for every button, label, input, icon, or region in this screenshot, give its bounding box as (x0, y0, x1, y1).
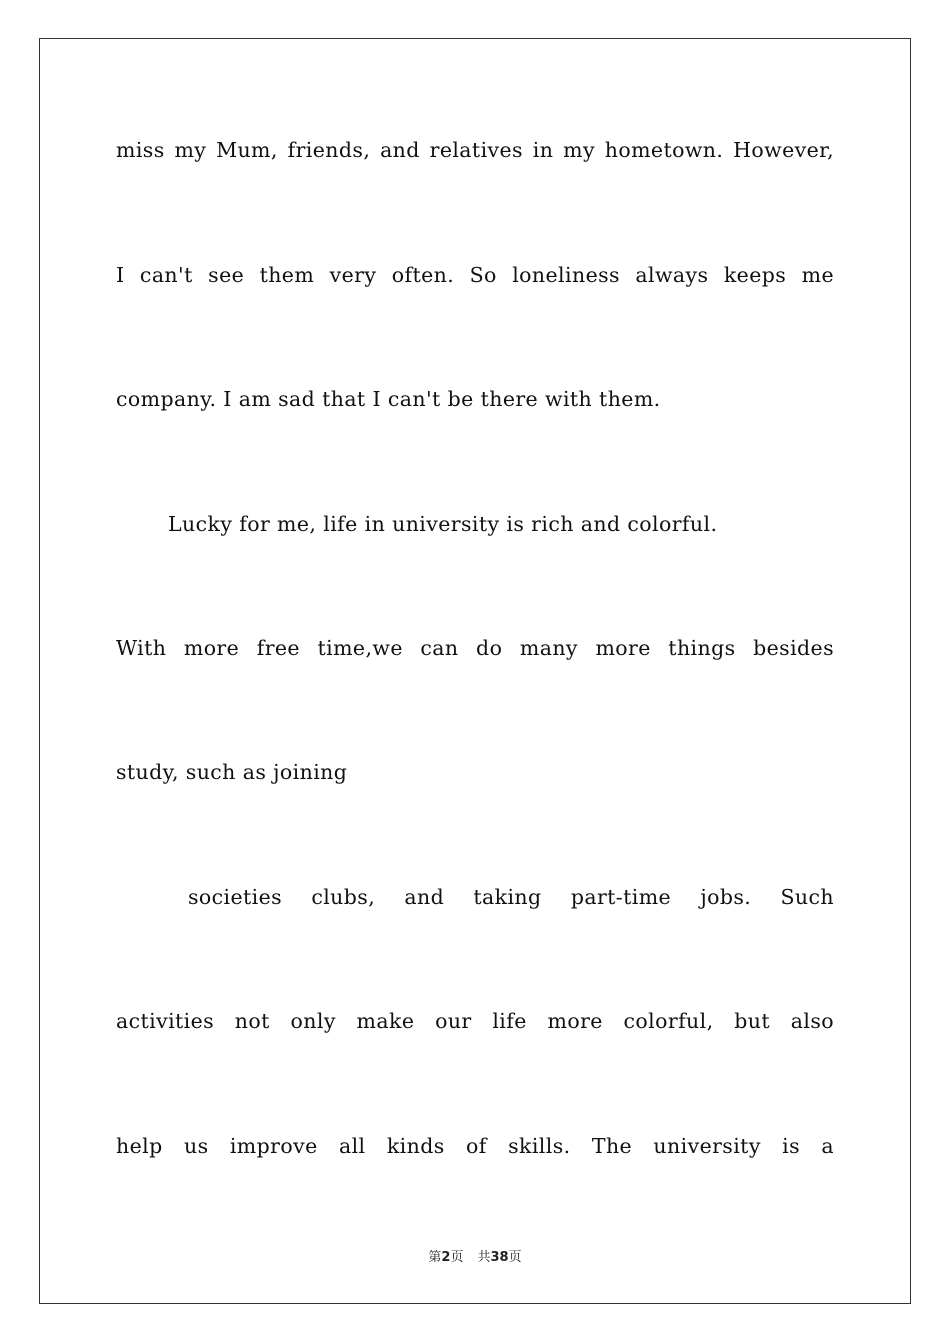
footer-page-prefix: 第 (428, 1250, 442, 1265)
footer-page-unit: 页 (450, 1250, 464, 1265)
footer-total-unit: 页 (508, 1250, 522, 1265)
text-line: I can't see them very often. So loneliness always keeps me (116, 263, 834, 287)
footer-total-prefix: 共 (477, 1250, 491, 1265)
indented-line: societies clubs, and taking part-time jobs. Such (188, 885, 834, 909)
paragraph-start-line: Lucky for me, life in university is rich and colorful. (168, 512, 718, 536)
text-line: With more free time,we can do many more things besides (116, 636, 834, 660)
text-line: miss my Mum, friends, and relatives in my hometown. However, (116, 138, 834, 162)
text-line: study, such as joining (116, 760, 348, 784)
footer-total-pages: 38 (490, 1250, 509, 1265)
text-line: help us improve all kinds of skills. The university is a (116, 1134, 834, 1158)
page-footer (0, 1246, 950, 1265)
text-line: activities not only make our life more colorful, but also (116, 1009, 834, 1033)
text-line: company. I am sad that I can't be there with them. (116, 387, 661, 411)
footer-current-page: 2 (441, 1250, 451, 1265)
page-border (39, 38, 911, 1304)
